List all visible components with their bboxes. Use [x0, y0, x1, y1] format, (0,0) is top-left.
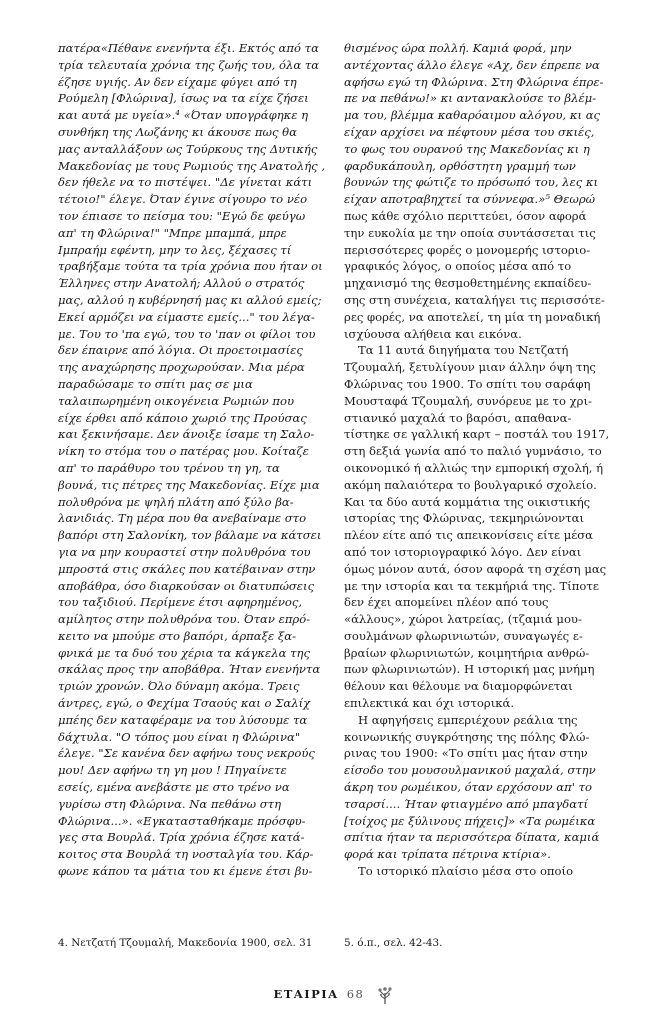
text-line: τριών χρονών. Όλο δύναμη ακόμα. Τρεις [58, 679, 300, 694]
right-text-column [344, 40, 614, 880]
text-line: θέλουν και θέλουμε να διαμορφώνεται [344, 679, 573, 694]
text-line: ακόμη παλαιότερα το βουλγαρικό σχολείο. [344, 477, 597, 492]
footnote-4: 4. Νετζατή Τζουμαλή, Μακεδονία 1900, σελ. 31 [58, 937, 313, 949]
text-line: Εκεί αρμόζει να είμαστε εμείς..." του λέγα- [58, 309, 315, 324]
text-line: γραφικός λόγος, ο οποίος μέσα από το [344, 259, 572, 274]
text-line: αποβάθρα, όσο διαρκούσαν οι διατυπώσεις [58, 578, 315, 593]
text-line: κειτο να μπούμε στο βαπόρι, άρπαξε ξα- [58, 628, 297, 643]
text-line: σουλμάνων φλωρινιωτών, συναγωγές ε- [344, 628, 583, 643]
text-line: στιανικό μαχαλά το βαρόσι, απαθανα- [344, 410, 572, 425]
text-line: Φλώρινα...». «Εγκατασταθήκαμε πρόσφυ- [58, 813, 306, 828]
text-line: τσαρσί.... Ήταν φτιαγμένο από μπαγδατί [344, 796, 588, 811]
text-line: εσείς, εμένα ανεβάστε με στο τρένο να [58, 780, 290, 795]
text-line: [τοίχος με ξύλινους πήχεις]» «Τα ρωμέικα [344, 813, 596, 828]
text-line: πατέρα«Πέθανε ενενήντα έξι. Εκτός από τα [58, 41, 319, 55]
text-line: σκάλας προς την αποβάθρα. Ήταν ενενήντα [58, 662, 321, 677]
text-line: απ' τη Φλώρινα!" "Μπρε μπαμπά, μπρε [58, 225, 287, 240]
text-line: λανιδιάς. Τη μέρα που θα ανεβαίναμε στο [58, 511, 307, 526]
page-number: 68 [346, 987, 365, 1001]
text-line: αντέχοντας άλλο έλεγε «Αχ, δεν έπρεπε να [344, 57, 600, 72]
text-line: βουνά, τις πέτρες της Μακεδονίας. Είχε μια [58, 477, 320, 492]
text-line: φαρδυκάπουλη, ορθόστητη γραμμή των [344, 158, 576, 173]
text-line: πων φλωρινιωτών). Η ιστορική μας μνήμη [344, 662, 595, 677]
text-line: το φως του ουρανού της Μακεδονίας κι η [344, 141, 590, 156]
text-line: μου! Δεν αφήνω τη γη μου ! Πηγαίνετε [58, 763, 287, 778]
text-line: ρες φορές, να αποτελεί, τη μία τη μοναδική [344, 309, 601, 324]
text-line: μηχανισμό της θεσμοθετημένης εκπαίδευ- [344, 276, 592, 291]
tree-logo-icon [374, 984, 396, 1006]
text-line: Η αφηγήσεις εμπεριέχουν ρεάλια της [358, 712, 578, 727]
text-line: Τζουμαλή, ξετυλίγουν μιαν άλλην όψη της [344, 360, 596, 375]
text-line: παραδώσαμε το σπίτι μας σε μια [58, 376, 253, 391]
text-line: δεν έχει απομείνει πλέον από τους [344, 595, 549, 610]
text-line: θισμένος ώρα πολλή. Καμιά φορά, μην [344, 41, 572, 55]
text-line: με την ιστορία και τα τεκμήριά της. Τίποτε [344, 578, 599, 593]
footer-brand: ΕΤΑΙΡΙΑ [273, 987, 339, 1001]
text-line: δεν έπαιρνε από λόγια. Οι προετοιμασίες [58, 343, 303, 358]
text-line: φορά και τρίπατα πέτρινα κτίρια». [344, 847, 551, 862]
text-line: συνθήκη της Λωζάνης κι άκουσε πως θα [58, 124, 297, 139]
text-line: όμως μόνον αυτά, όσον αφορά τη σχέση μας [344, 561, 607, 576]
text-line: κοινωνικής συγκρότησης της πόλης Φλώ- [344, 729, 590, 744]
text-line: πε να πεθάνω!» κι αντανακλούσε το βλέμ- [344, 91, 597, 106]
text-line: αμίλητος στην πολυθρόνα του. Όταν επρό- [58, 612, 311, 627]
text-line: από τον ιστοριογραφικό λόγο. Δεν είναι [344, 544, 582, 559]
text-line: μας, αλλού η κυβέρνησή μας κι αλλού εμείς; [58, 292, 322, 307]
text-line: Ιμπραήμ εφέντη, μην το λες, ξέχασες τί [58, 242, 292, 257]
text-line: οικονομικό ή αλλιώς την εμπορική σχολή, ή [344, 460, 604, 475]
text-line: γυρίσω στη Φλώρινα. Να πεθάνω στη [58, 796, 282, 811]
footnote-5: 5. ό.π., σελ. 42-43. [344, 937, 443, 949]
text-line: βαπόρι στη Σαλονίκη, τον βάλαμε να κάτσει [58, 528, 322, 543]
text-line: σπίτια ήταν τα περισσότερα δίπατα, καμιά [344, 830, 600, 845]
text-line: είχαν αποτραβηχτεί τα σύννεφα.»⁵ Θεωρώ [344, 192, 596, 207]
text-line: φωνε κάπου τα μάτια του κι έμενε έτσι βυ- [58, 864, 313, 879]
text-line: και ξεκινήσαμε. Δεν άνοιξε ίσαμε τη Σαλο- [58, 427, 315, 442]
text-line: μα του, βλέμμα καθαρόαιμου αλόγου, κι ας [344, 108, 601, 123]
text-line: της αναχώρησης προχωρούσαν. Μια μέρα [58, 360, 305, 375]
text-line: Μακεδονίας με τους Ρωμιούς της Ανατολής , [58, 158, 326, 173]
text-line: αφήσω εγώ τη Φλώρινα. Στη Φλώρινα έπρε- [344, 74, 604, 89]
text-line: βραίων φλωρινιωτών, κοιμητήρια ανθρώ- [344, 645, 590, 660]
text-line: «άλλους», χώροι λατρείας, (τζαμιά μου- [344, 612, 582, 627]
text-line: πλέον είτε από τις απεικονίσεις είτε μέσα [344, 528, 594, 543]
left-text-column [58, 40, 328, 880]
text-line: Το ιστορικό πλαίσιο μέσα στο οποίο [358, 864, 574, 879]
text-line: με. Του το 'πα εγώ, του το 'παν οι φίλοι του [58, 326, 316, 341]
text-line: ταλαιπωρημένη οικογένεια Ρωμιών που [58, 393, 294, 408]
text-line: ρινας του 1900: «Το σπίτι μας ήταν στην [344, 746, 588, 761]
text-line: είχε έρθει από κάποιο χωριό της Προύσας [58, 410, 307, 425]
text-line: πως κάθε σχόλιο περιττεύει, όσον αφορά [344, 208, 587, 223]
text-line: περισσότερες φορές ο μονομερής ιστοριο- [344, 242, 591, 257]
text-line: σης στη συνέχεια, καταλήγει τις περισσότε- [344, 292, 605, 307]
text-line: επιλεκτικά και όχι ιστορικά. [344, 696, 515, 711]
text-line: μπροστά στις σκάλες που κατέβαιναν στην [58, 561, 316, 576]
text-line: στη δεξιά γωνία από το παλιό γυμνάσιο, το [344, 444, 602, 459]
text-line: κοιτος στα Βουρλά τη νοσταλγία του. Κάρ- [58, 847, 314, 862]
text-line: μας ανταλλάξουν ως Τούρκους της Δυτικής [58, 141, 318, 156]
text-line: έζησε υγιής. Αν δεν είχαμε φύγει από τη [58, 74, 297, 89]
text-line: τίστηκε σε γαλλική καρτ – ποστάλ του 1917, [344, 427, 610, 442]
text-line: δάχτυλα. "Ο τόπος μου είναι η Φλώρινα" [58, 729, 301, 744]
text-line: φνικά με τα δυό του χέρια τα κάγκελα της [58, 645, 310, 660]
text-line: την ευκολία με την οποία συντάσσεται τις [344, 225, 596, 240]
text-line: τραβήξαμε τούτα τα τρία χρόνια που ήταν οι [58, 259, 323, 274]
text-line: για να μην κουραστεί στην πολυθρόνα του [58, 544, 311, 559]
text-line: άκρη του ρωμέικου, όταν ερχόσουν απ' το [344, 780, 592, 795]
text-line: άντρες, εγώ, ο Φεχίμα Τσαούς και ο Σαλίχ [58, 696, 311, 711]
text-line: νίκη το στόμα του ο πατέρας μου. Κοίταζε [58, 444, 309, 459]
text-line: βουνών της φώτιζε το πρόσωπό του, λες κι [344, 175, 599, 190]
text-line: έλεγε. "Σε κανένα δεν αφήνω τους νεκρούς [58, 746, 315, 761]
text-line: δεν ήθελε να το πιστέψει. "Δε γίνεται κάτι [58, 175, 313, 190]
text-line: Μουσταφά Τζουμαλή, συνόρευε με το χρι- [344, 393, 592, 408]
text-line: Ρούμελη [Φλώρινα], ίσως να τα είχε ζήσει [58, 91, 309, 106]
text-line: Φλώρινας του 1900. Το σπίτι του σαράφη [344, 376, 591, 391]
text-line: Έλληνες στην Ανατολή; Αλλού ο στρατός [58, 276, 305, 291]
text-line: Τα 11 αυτά διηγήματα του Νετζατή [358, 343, 569, 358]
text-line: και αυτά με υγεία».⁴ «Όταν υπογράφηκε η [58, 108, 309, 123]
text-line: τέτοιο!" έλεγε. Όταν έγινε σίγουρο το νέο [58, 192, 308, 207]
text-line: γες στα Βουρλά. Τρία χρόνια έζησε κατά- [58, 830, 305, 845]
text-line: τον έπιασε το πείσμα του: "Εγώ δε φεύγω [58, 208, 306, 223]
page-footer [0, 984, 669, 1006]
text-line: πολυθρόνα με ψηλή πλάτη από ξύλο βα- [58, 494, 294, 509]
text-line: του ταξιδιού. Περίμενε έτσι αφηρημένος, [58, 595, 303, 610]
text-line: ισχύουσα αλήθεια και εικόνα. [344, 326, 522, 341]
text-line: ιστορίας της Φλώρινας, τεκμηριώνονται [344, 511, 584, 526]
text-line: απ' το παράθυρο του τρένου τη γη, τα [58, 460, 280, 475]
text-line: είσοδο του μουσουλμανικού μαχαλά, στην [344, 763, 596, 778]
text-line: τρία τελευταία χρόνια της ζωής του, όλα τα [58, 57, 320, 72]
text-line: μπέης δεν καταφέραμε να του λύσουμε τα [58, 712, 308, 727]
text-line: είχαν αρχίσει να πέφτουν μέσα του σκιές, [344, 124, 595, 139]
text-line: Και τα δύο αυτά κομμάτια της οικιστικής [344, 494, 591, 509]
